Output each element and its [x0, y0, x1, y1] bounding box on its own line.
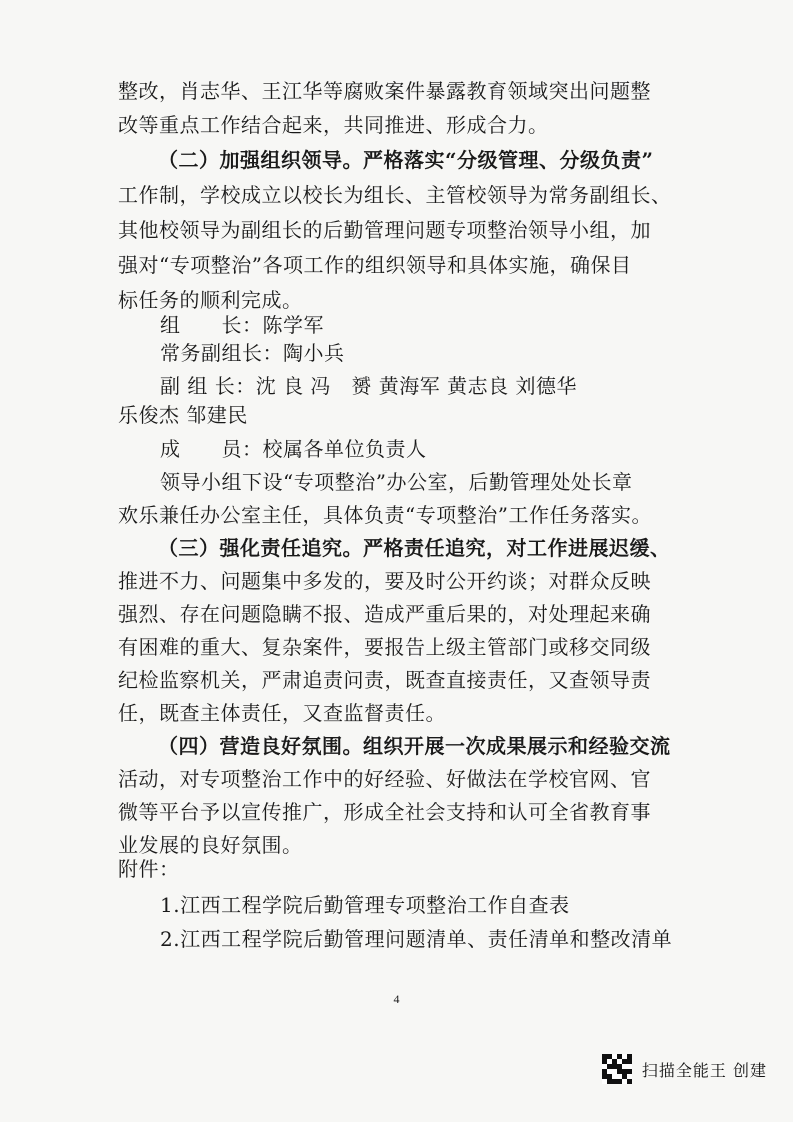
member-line: 组 长：陈学军 — [160, 313, 324, 337]
page-number: 4 — [393, 992, 400, 1006]
member-line: 副 组 长：沈 良 冯 赟 黄海军 黄志良 刘德华 — [160, 374, 578, 398]
body-line: 标任务的顺利完成。 — [118, 288, 303, 312]
body-line: 微等平台予以宣传推广，形成全社会支持和认可全省教育事 — [118, 800, 651, 824]
body-line: 业发展的良好氛围。 — [118, 833, 303, 857]
body-line: 工作制，学校成立以校长为组长、主管校领导为常务副组长、 — [118, 183, 672, 207]
body-line: 欢乐兼任办公室主任，具体负责“专项整治”工作任务落实。 — [118, 503, 652, 527]
body-line: 纪检监察机关，严肃追责问责，既查直接责任，又查领导责 — [118, 668, 651, 692]
member-line: 成 员：校属各单位负责人 — [160, 437, 427, 461]
member-line: 常务副组长：陶小兵 — [160, 341, 345, 365]
section-heading-line: （三）强化责任追究。严格责任追究，对工作进展迟缓、 — [158, 536, 671, 560]
body-line: 有困难的重大、复杂案件，要报告上级主管部门或移交同级 — [118, 635, 651, 659]
body-line: 强对“专项整治”各项工作的组织领导和具体实施，确保目 — [118, 253, 632, 277]
attachments-heading: 附件： — [118, 857, 180, 881]
attachment-item: 1.江西工程学院后勤管理专项整治工作自查表 — [160, 893, 570, 917]
body-line: 领导小组下设“专项整治”办公室，后勤管理处处长章 — [160, 470, 633, 494]
body-line: 任，既查主体责任，又查监督责任。 — [118, 701, 446, 725]
scanner-watermark-text: 扫描全能王 创建 — [641, 1060, 767, 1080]
body-line: 整改，肖志华、王江华等腐败案件暴露教育领域突出问题整 — [118, 79, 651, 103]
scanner-watermark — [602, 1054, 767, 1084]
attachment-item: 2.江西工程学院后勤管理问题清单、责任清单和整改清单 — [160, 927, 673, 951]
member-line: 乐俊杰 邹建民 — [118, 403, 248, 427]
body-line: 其他校领导为副组长的后勤管理问题专项整治领导小组，加 — [118, 218, 651, 242]
qr-code-icon — [602, 1054, 632, 1084]
body-line: 强烈、存在问题隐瞒不报、造成严重后果的，对处理起来确 — [118, 602, 651, 626]
section-heading-line: （二）加强组织领导。严格落实“分级管理、分级负责” — [158, 148, 654, 172]
body-line: 活动，对专项整治工作中的好经验、好做法在学校官网、官 — [118, 767, 651, 791]
section-heading-line: （四）营造良好氛围。组织开展一次成果展示和经验交流 — [158, 734, 671, 758]
body-line: 改等重点工作结合起来，共同推进、形成合力。 — [118, 113, 549, 137]
body-line: 推进不力、问题集中多发的，要及时公开约谈；对群众反映 — [118, 569, 651, 593]
